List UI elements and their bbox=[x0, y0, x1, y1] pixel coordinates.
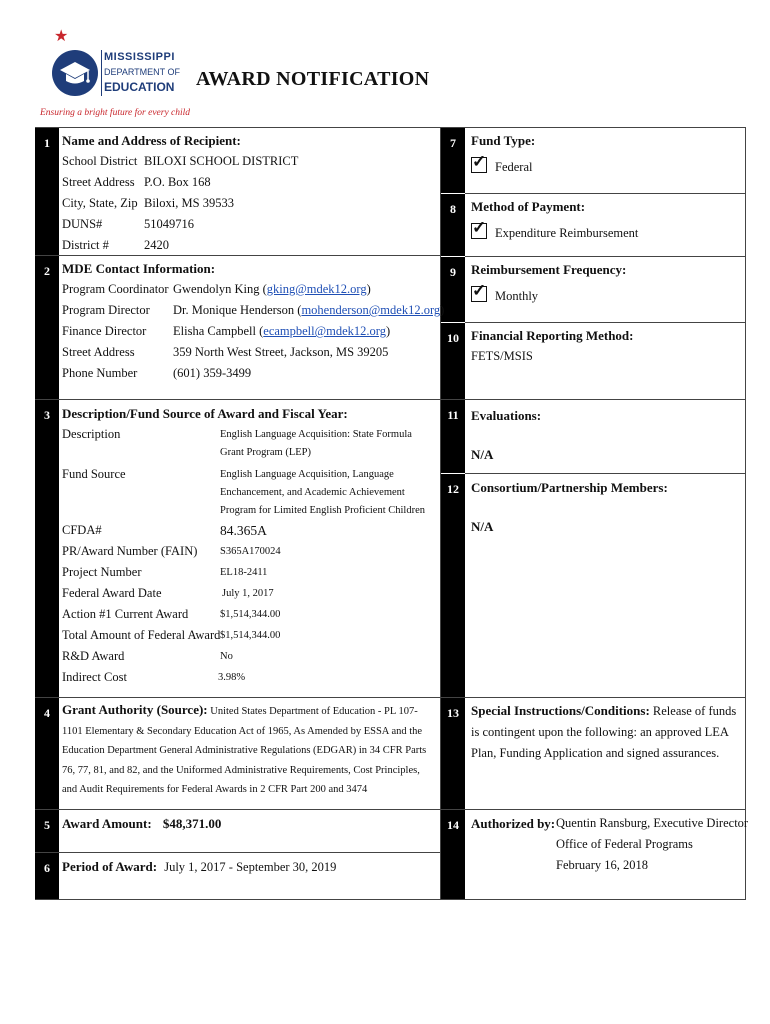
page-header bbox=[40, 28, 450, 123]
section-number-8: 8 bbox=[441, 194, 465, 256]
authorizer-office: Office of Federal Programs bbox=[556, 837, 693, 851]
contact-row-director: Program Director Dr. Monique Henderson (mohenderson@mdek12.org) bbox=[62, 303, 445, 317]
logo-divider bbox=[101, 50, 102, 96]
award-detail-row: Action #1 Current Award $1,514,344.00 bbox=[62, 607, 281, 621]
section-number-7: 7 bbox=[441, 128, 465, 193]
award-detail-row: Project Number EL18-2411 bbox=[62, 565, 268, 579]
reporting-method-heading: Financial Reporting Method: bbox=[471, 328, 634, 343]
recipient-heading: Name and Address of Recipient: bbox=[62, 133, 241, 148]
evaluations-heading: Evaluations: bbox=[471, 408, 542, 423]
description-heading: Description/Fund Source of Award and Fiscal Year: bbox=[62, 406, 348, 421]
logo-line-2: DEPARTMENT OF bbox=[104, 67, 181, 77]
section-number-9: 9 bbox=[441, 257, 465, 322]
reimbursement-frequency-option: ✓Monthly bbox=[471, 286, 741, 307]
coordinator-email-link[interactable]: gking@mdek12.org bbox=[266, 282, 367, 296]
section-special-instructions bbox=[471, 700, 743, 764]
contact-row-finance: Finance Director Elisha Campbell (ecampbell@mdek12.org) bbox=[62, 324, 391, 338]
section-recipient bbox=[62, 130, 437, 256]
award-detail-row: R&D Award No bbox=[62, 649, 233, 663]
section-number-11: 11 bbox=[441, 400, 465, 473]
section-reporting-method bbox=[471, 325, 741, 367]
evaluations-value: N/A bbox=[471, 447, 494, 462]
table-bottom-border bbox=[35, 899, 746, 900]
divider-9-10 bbox=[465, 322, 745, 323]
finance-email-link[interactable]: ecampbell@mdek12.org bbox=[263, 324, 386, 338]
special-instructions-text: Release of funds is contingent upon the following: an approved LEA Plan, Funding Application and signed assurances. bbox=[471, 704, 737, 760]
award-detail-row: Indirect Cost 3.98% bbox=[62, 670, 246, 684]
logo-tagline: Ensuring a bright future for every child bbox=[40, 108, 191, 118]
section-award-amount bbox=[62, 813, 437, 835]
section-number-12: 12 bbox=[441, 474, 465, 697]
fund-type-option: ✓Federal bbox=[471, 157, 741, 178]
section-number-4: 4 bbox=[35, 698, 59, 809]
fund-source-row: Fund Source English Language Acquisition, Language Enchancement, and Academic Achievement Program for Limited English Proficient Children bbox=[62, 467, 426, 516]
section-consortium bbox=[471, 477, 741, 537]
star-icon: ★ bbox=[54, 28, 69, 45]
checkbox-checked-icon[interactable] bbox=[471, 157, 487, 173]
section-mde-contact bbox=[62, 258, 445, 384]
section-fund-type bbox=[471, 130, 741, 178]
checkbox-checked-icon[interactable] bbox=[471, 286, 487, 302]
divider-4-5 bbox=[35, 809, 746, 810]
award-detail-row: Federal Award Date July 1, 2017 bbox=[62, 586, 274, 600]
divider-7-8 bbox=[465, 193, 745, 194]
page-title: AWARD NOTIFICATION bbox=[196, 68, 430, 90]
section-evaluations bbox=[471, 405, 741, 465]
table-top-border bbox=[35, 127, 746, 128]
section-authorized-by bbox=[471, 813, 749, 876]
section-grant-authority bbox=[62, 700, 436, 800]
authorizer-name: Quentin Ransburg, Executive Director bbox=[556, 816, 749, 830]
divider-11-12 bbox=[465, 473, 745, 474]
mde-logo bbox=[40, 28, 200, 123]
special-instructions-heading: Special Instructions/Conditions: bbox=[471, 703, 650, 718]
section-number-1: 1 bbox=[35, 128, 59, 255]
authorized-by-heading: Authorized by: bbox=[471, 816, 556, 831]
section-number-6: 6 bbox=[35, 853, 59, 899]
recipient-row: District # 2420 bbox=[62, 238, 169, 252]
award-detail-row: CFDA# 84.365A bbox=[62, 523, 267, 538]
recipient-row: DUNS# 51049716 bbox=[62, 217, 194, 231]
contact-heading: MDE Contact Information: bbox=[62, 261, 216, 276]
grant-authority-heading: Grant Authority (Source): bbox=[62, 702, 208, 717]
award-detail-row: PR/Award Number (FAIN) S365A170024 bbox=[62, 544, 281, 558]
fund-type-heading: Fund Type: bbox=[471, 133, 536, 148]
section-number-2: 2 bbox=[35, 256, 59, 399]
section-number-14: 14 bbox=[441, 810, 465, 899]
checkbox-checked-icon[interactable] bbox=[471, 223, 487, 239]
payment-method-option: ✓Expenditure Reimbursement bbox=[471, 223, 741, 244]
director-email-link[interactable]: mohenderson@mdek12.org bbox=[301, 303, 441, 317]
section-number-10: 10 bbox=[441, 323, 465, 399]
award-detail-row: Total Amount of Federal Award $1,514,344.00 bbox=[62, 628, 281, 642]
award-amount-value: $48,371.00 bbox=[162, 816, 222, 831]
contact-row-phone: Phone Number (601) 359-3499 bbox=[62, 366, 252, 380]
authorization-date: February 16, 2018 bbox=[556, 858, 648, 872]
recipient-row: Street Address P.O. Box 168 bbox=[62, 175, 211, 189]
award-amount-heading: Award Amount: bbox=[62, 816, 152, 831]
consortium-value: N/A bbox=[471, 519, 494, 534]
table-right-border bbox=[745, 127, 746, 900]
logo-line-1: MISSISSIPPI bbox=[104, 51, 175, 63]
period-value: July 1, 2017 - September 30, 2019 bbox=[164, 860, 337, 874]
section-payment-method bbox=[471, 196, 741, 244]
divider-2-3 bbox=[35, 399, 440, 400]
period-heading: Period of Award: bbox=[62, 859, 158, 874]
recipient-row: City, State, Zip Biloxi, MS 39533 bbox=[62, 196, 234, 210]
contact-row-street: Street Address 359 North West Street, Jackson, MS 39205 bbox=[62, 345, 389, 359]
divider-3-4 bbox=[35, 697, 746, 698]
description-row: Description English Language Acquisition: State Formula Grant Program (LEP) bbox=[62, 427, 412, 458]
section-description bbox=[62, 403, 437, 688]
recipient-row: School District BILOXI SCHOOL DISTRICT bbox=[62, 154, 299, 168]
consortium-heading: Consortium/Partnership Members: bbox=[471, 480, 668, 495]
section-period bbox=[62, 856, 437, 878]
divider-10-11 bbox=[440, 399, 746, 400]
divider-5-6 bbox=[35, 852, 440, 853]
state-seal-icon bbox=[50, 48, 100, 98]
divider-8-9 bbox=[465, 256, 745, 257]
payment-method-heading: Method of Payment: bbox=[471, 199, 586, 214]
reporting-method-value: FETS/MSIS bbox=[471, 349, 533, 363]
section-number-3: 3 bbox=[35, 400, 59, 697]
contact-row-coordinator: Program Coordinator Gwendolyn King (gking@mdek12.org) bbox=[62, 282, 371, 296]
reimbursement-frequency-heading: Reimbursement Frequency: bbox=[471, 262, 627, 277]
section-reimbursement-frequency bbox=[471, 259, 741, 307]
section-number-5: 5 bbox=[35, 810, 59, 852]
grant-authority-text: United States Department of Education - PL 107-1101 Elementary & Secondary Education Act of 1965, As Amended by ESSA and the Education Department General Administrative Regulations (EDGAR) in 34 CFR Parts 76, 77, 81, and 82, and the Uniformed Administrative Requirements, Cost Principles, and Audit Requirements for Federal Awards in 2 CFR Part 200 and 3474 bbox=[62, 706, 427, 795]
logo-line-3: EDUCATION bbox=[104, 80, 175, 94]
section-number-13: 13 bbox=[441, 698, 465, 809]
